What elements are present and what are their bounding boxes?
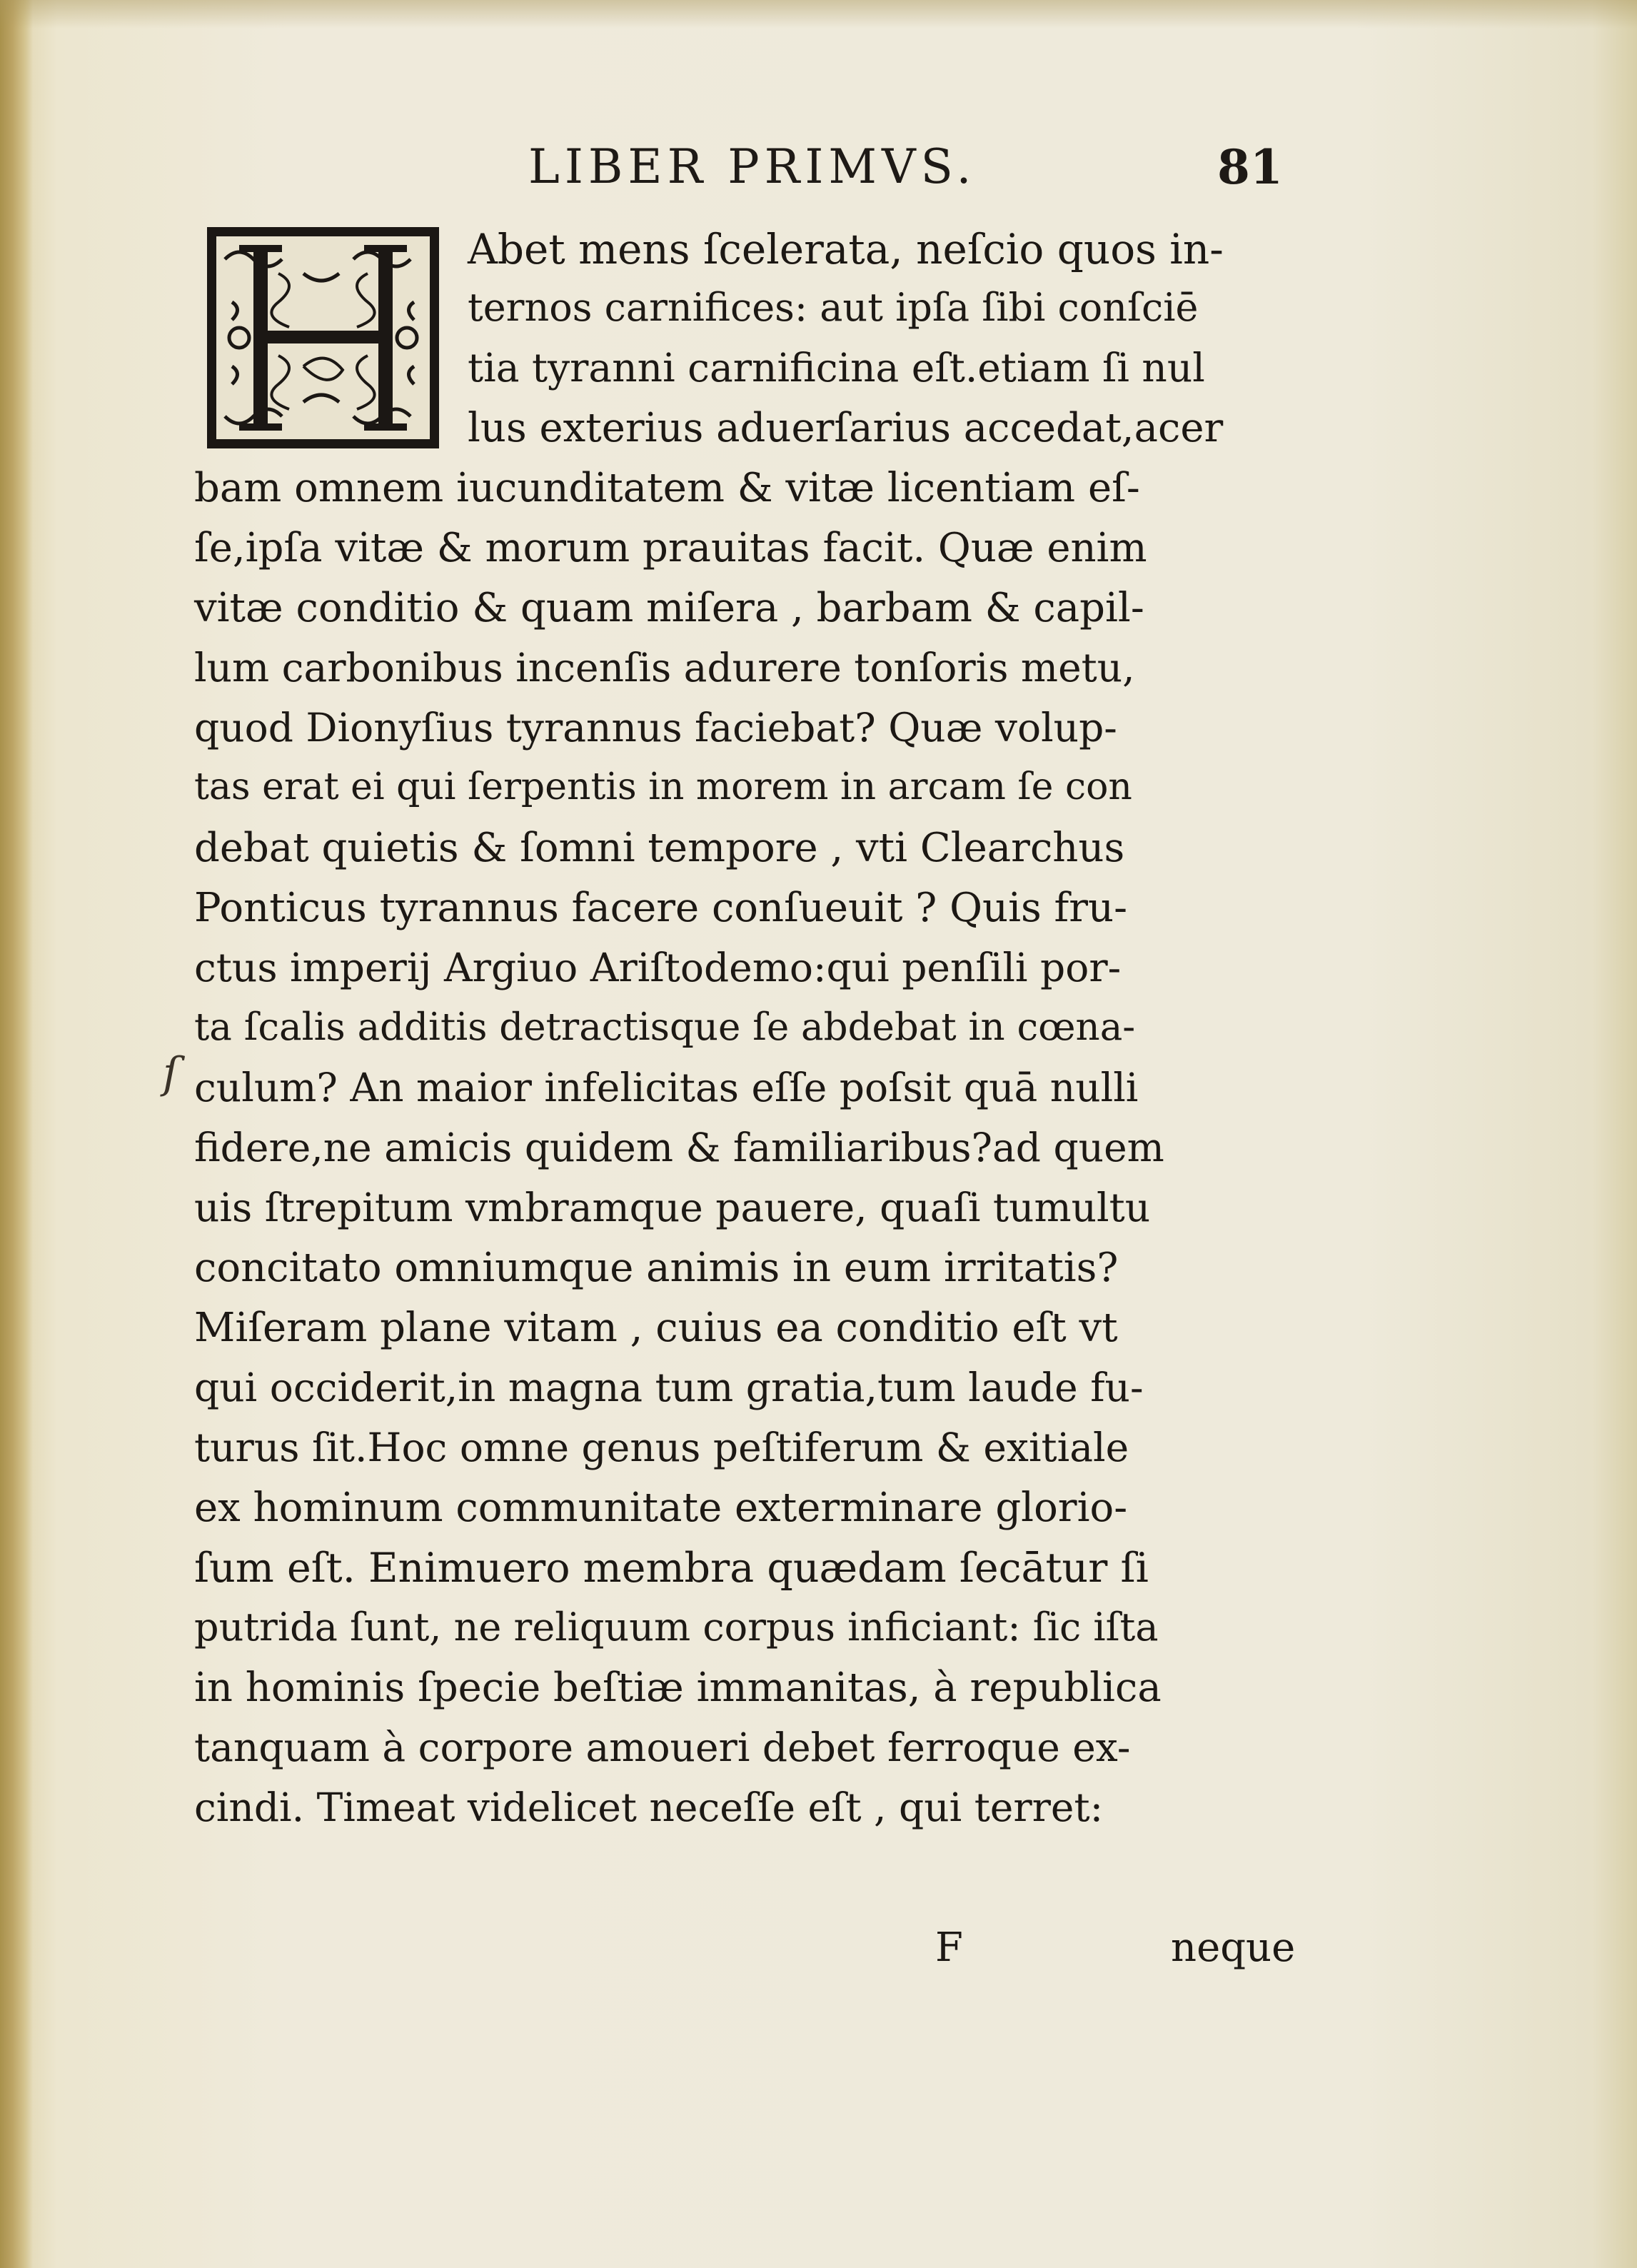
catchword: neque: [1171, 1925, 1296, 1971]
text-line: cindi. Timeat videlicet neceſſe eſt , qui terret:: [194, 1785, 1104, 1830]
text-line: lus exterius aduerſarius accedat,acer: [468, 405, 1224, 451]
text-line: tas erat ei qui ſerpentis in morem in arcam ſe con: [194, 766, 1132, 808]
text-line: turus ſit.Hoc omne genus peſtiferum & exitiale: [194, 1425, 1129, 1470]
text-line: ctus imperij Argiuo Ariſtodemo:qui penſili por-: [194, 945, 1122, 990]
text-line: culum? An maior infelicitas eſſe poſsit quā nulli: [194, 1065, 1139, 1110]
page-gutter-edge: [0, 0, 33, 2268]
running-head: LIBER PRIMVS.: [528, 139, 977, 194]
text-line: Abet mens ſcelerata, neſcio quos in-: [468, 225, 1224, 274]
margin-annotation: ſ: [163, 1048, 179, 1098]
text-line: ex hominum communitate exterminare glorio-: [194, 1485, 1128, 1531]
text-line: bam omnem iucunditatem & vitæ licentiam eſ-: [194, 465, 1140, 511]
page-top-shadow: [0, 0, 1637, 29]
text-line: ſum eſt. Enimuero membra quædam ſecātur ſi: [194, 1545, 1149, 1592]
text-line: ſe,ipſa vitæ & morum prauitas facit. Quæ enim: [194, 525, 1147, 571]
text-line: qui occiderit,in magna tum gratia,tum laude fu-: [194, 1365, 1144, 1410]
text-line: tanquam à corpore amoueri debet ferroque ex-: [194, 1725, 1131, 1770]
text-line: uis ſtrepitum vmbramque pauere, quaſi tumultu: [194, 1185, 1151, 1230]
text-line: concitato omniumque animis in eum irritatis?: [194, 1245, 1119, 1291]
text-line: fidere,ne amicis quidem & familiaribus?ad quem: [194, 1125, 1164, 1170]
text-line: Miſeram plane vitam , cuius ea conditio eſt vt: [194, 1305, 1118, 1351]
ornamental-initial-h-icon: [207, 227, 439, 448]
text-line: tia tyranni carnificina eſt.etiam ſi nul: [468, 345, 1205, 391]
signature-mark: F: [935, 1925, 963, 1971]
text-line: putrida ſunt, ne reliquum corpus inficiant: ſic iſta: [194, 1605, 1159, 1650]
text-line: Ponticus tyrannus facere conſueuit ? Quis fru-: [194, 885, 1128, 931]
text-line: vitæ conditio & quam miſera , barbam & capil-: [194, 585, 1144, 631]
text-line: in hominis ſpecie beſtiæ immanitas, à republica: [194, 1665, 1162, 1711]
text-line: ta ſcalis additis detractisque ſe abdebat in cœna-: [194, 1005, 1136, 1049]
folio-number: 81: [1217, 139, 1283, 195]
text-line: quod Dionyſius tyrannus faciebat? Quæ volup-: [194, 705, 1117, 751]
text-line: ternos carnifices: aut ipſa ſibi conſciē: [468, 285, 1199, 330]
text-line: lum carbonibus incenſis adurere tonſoris metu,: [194, 645, 1135, 691]
text-line: debat quietis & ſomni tempore , vti Clearchus: [194, 825, 1125, 871]
